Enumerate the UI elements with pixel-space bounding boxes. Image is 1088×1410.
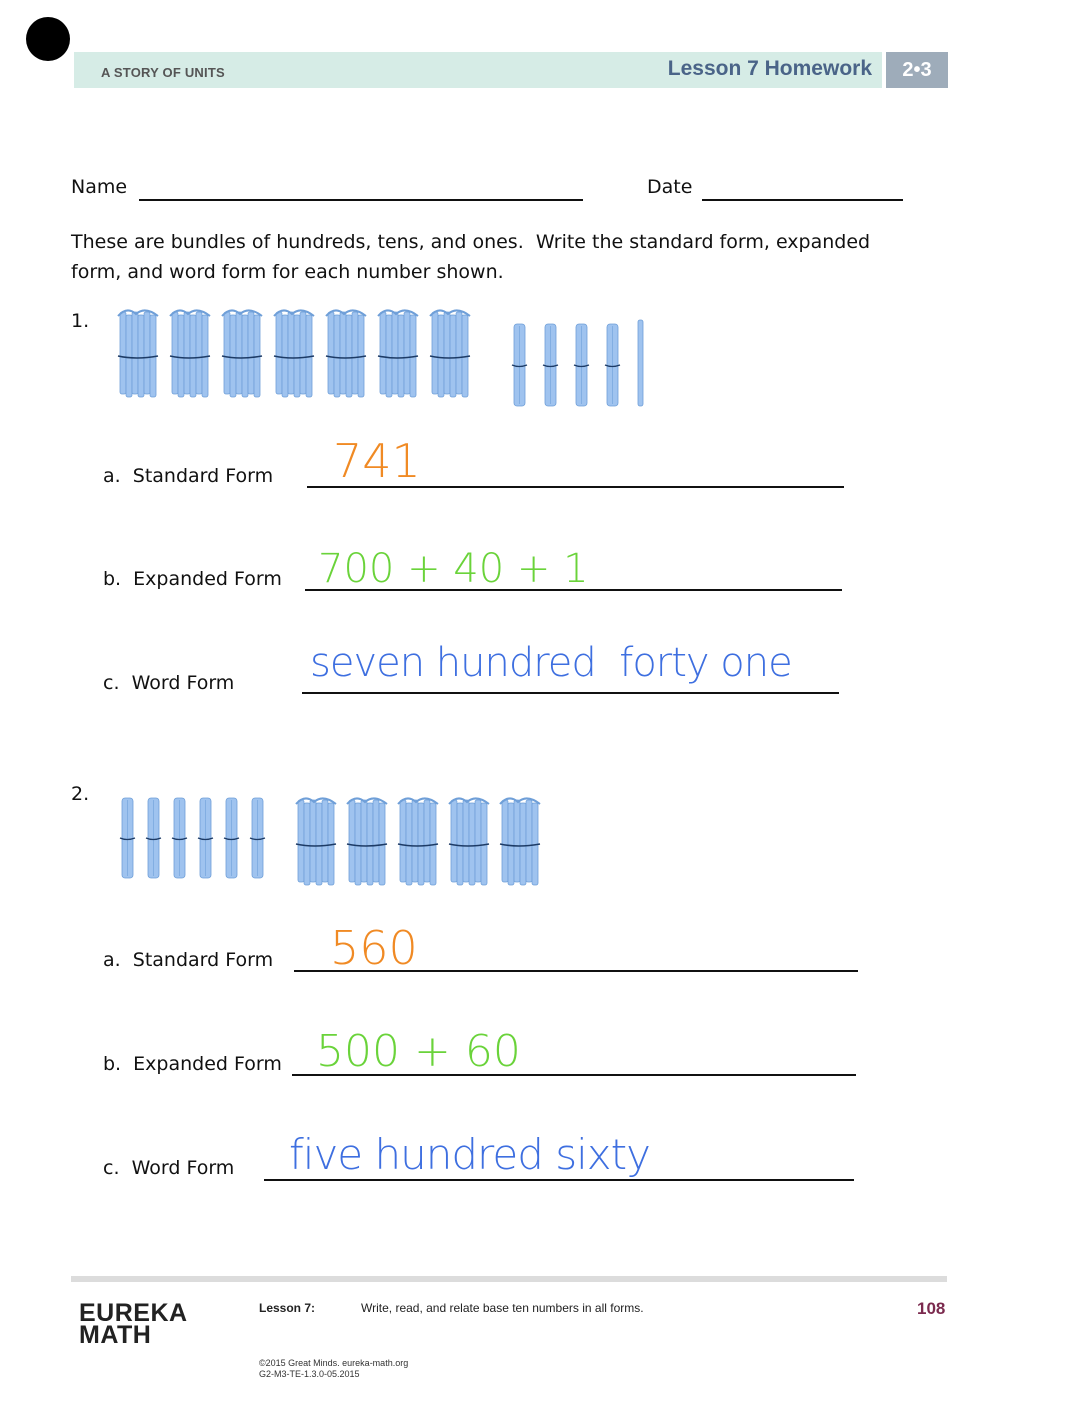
footer-rule bbox=[71, 1276, 947, 1282]
tens-bundle bbox=[224, 798, 239, 878]
tens-bundle bbox=[250, 798, 265, 878]
copyright bbox=[259, 1358, 408, 1380]
hundreds-bundle bbox=[430, 310, 470, 397]
expanded-form-answer: 700 + 40 + 1 bbox=[318, 546, 589, 592]
instructions-line-2: form, and word form for each number shown. bbox=[71, 261, 504, 283]
tens-bundle bbox=[543, 324, 558, 406]
standard-form-answer: 741 bbox=[333, 434, 421, 488]
tens-bundle bbox=[512, 324, 527, 406]
footer-lesson-description: Write, read, and relate base ten numbers in all forms. bbox=[361, 1301, 644, 1315]
place-value-bundles bbox=[110, 788, 670, 898]
hundreds-bundle bbox=[274, 310, 314, 397]
page-number: 108 bbox=[917, 1299, 946, 1318]
tens-bundle bbox=[574, 324, 589, 406]
instructions-line-1: These are bundles of hundreds, tens, and ones. Write the standard form, expanded bbox=[71, 231, 871, 253]
copyright-line-2: G2-M3-TE-1.3.0-05.2015 bbox=[259, 1369, 360, 1379]
standard-form-label: a. Standard Form bbox=[103, 465, 274, 487]
eureka-math-logo bbox=[79, 1299, 188, 1349]
series-title: A STORY OF UNITS bbox=[101, 65, 225, 80]
tens-bundle bbox=[120, 798, 135, 878]
hundreds-bundle bbox=[398, 798, 438, 885]
standard-form-answer: 560 bbox=[330, 921, 418, 975]
place-value-bundles bbox=[110, 300, 670, 415]
hundreds-bundle bbox=[296, 798, 336, 885]
date-label: Date bbox=[647, 176, 693, 198]
lesson-title: Lesson 7 Homework bbox=[667, 57, 872, 80]
brand-line-2: MATH bbox=[79, 1321, 152, 1349]
copyright-line-1: ©2015 Great Minds. eureka-math.org bbox=[259, 1358, 409, 1368]
name-label: Name bbox=[71, 176, 128, 198]
module-badge: 2•3 bbox=[886, 52, 948, 88]
word-form-label: c. Word Form bbox=[103, 672, 235, 694]
standard-form-label: a. Standard Form bbox=[103, 949, 274, 971]
hundreds-bundle bbox=[347, 798, 387, 885]
expanded-form-label: b. Expanded Form bbox=[103, 568, 282, 590]
hundreds-bundle bbox=[449, 798, 489, 885]
footer-lesson-label: Lesson 7: bbox=[259, 1301, 316, 1315]
problem-number: 1. bbox=[71, 310, 90, 332]
word-form-label: c. Word Form bbox=[103, 1157, 235, 1179]
tens-bundle bbox=[198, 798, 213, 878]
tens-bundle bbox=[605, 324, 620, 406]
word-form-field[interactable] bbox=[264, 1179, 854, 1181]
word-form-answer: seven hundred forty one bbox=[310, 640, 792, 686]
date-field[interactable] bbox=[702, 199, 903, 201]
tens-bundle bbox=[146, 798, 161, 878]
hundreds-bundle bbox=[170, 310, 210, 397]
hundreds-bundle bbox=[500, 798, 540, 885]
binder-hole bbox=[26, 17, 70, 61]
hundreds-bundle bbox=[222, 310, 262, 397]
brand-line-1: EUREKA bbox=[79, 1299, 188, 1327]
word-form-answer: five hundred sixty bbox=[289, 1130, 650, 1179]
hundreds-bundle bbox=[326, 310, 366, 397]
problem-number: 2. bbox=[71, 783, 90, 805]
word-form-field[interactable] bbox=[302, 692, 839, 694]
hundreds-bundle bbox=[378, 310, 418, 397]
tens-bundle bbox=[172, 798, 187, 878]
expanded-form-label: b. Expanded Form bbox=[103, 1053, 282, 1075]
expanded-form-answer: 500 + 60 bbox=[316, 1026, 521, 1077]
ones-stick bbox=[638, 320, 643, 406]
name-field[interactable] bbox=[139, 199, 583, 201]
hundreds-bundle bbox=[118, 310, 158, 397]
